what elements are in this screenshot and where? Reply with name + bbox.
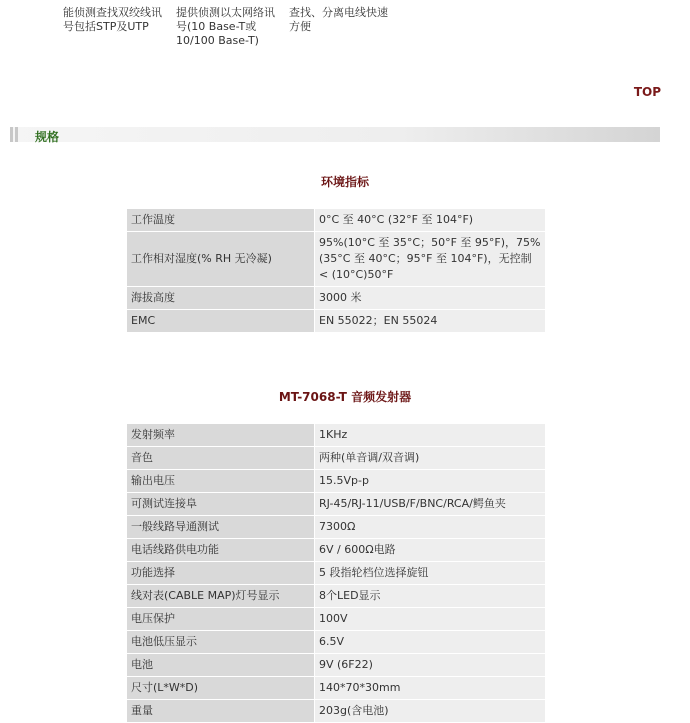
spec-value: 8个LED显示 <box>315 585 546 608</box>
table-row <box>127 562 546 585</box>
table-row <box>127 654 546 677</box>
section-header <box>10 127 660 142</box>
spec-label: 发射频率 <box>127 424 315 447</box>
spec-value: 两种(单音调/双音调) <box>315 447 546 470</box>
spec-label: 输出电压 <box>127 470 315 493</box>
spec-value: 100V <box>315 608 546 631</box>
table-row <box>127 516 546 539</box>
table-row <box>127 700 546 723</box>
spec-value: 15.5Vp-p <box>315 470 546 493</box>
section-marker-icon <box>10 127 13 142</box>
spec-value: 7300Ω <box>315 516 546 539</box>
table-row <box>127 232 546 287</box>
table-row <box>127 424 546 447</box>
table-row <box>127 287 546 310</box>
table-row <box>127 677 546 700</box>
section-marker-icon <box>15 127 18 142</box>
spec-label: 电压保护 <box>127 608 315 631</box>
spec-value: 140*70*30mm <box>315 677 546 700</box>
spec-value: 1KHz <box>315 424 546 447</box>
spec-label: 线对表(CABLE MAP)灯号显示 <box>127 585 315 608</box>
spec-value: 0°C 至 40°C (32°F 至 104°F) <box>315 209 546 232</box>
spec-value: 9V (6F22) <box>315 654 546 677</box>
spec-value: 203g(含电池) <box>315 700 546 723</box>
product-spec-table <box>126 423 546 723</box>
spec-label: 可测试连接阜 <box>127 493 315 516</box>
spec-value: 6V / 600Ω电路 <box>315 539 546 562</box>
spec-value: 3000 米 <box>315 287 546 310</box>
spec-value: 5 段指轮档位选择旋钮 <box>315 562 546 585</box>
table-row <box>127 209 546 232</box>
spec-label: 尺寸(L*W*D) <box>127 677 315 700</box>
table-row <box>127 470 546 493</box>
spec-label: 重量 <box>127 700 315 723</box>
spec-label: 一般线路导通测试 <box>127 516 315 539</box>
spec-label: EMC <box>127 310 315 333</box>
spec-label: 工作温度 <box>127 209 315 232</box>
spec-value: EN 55022；EN 55024 <box>315 310 546 333</box>
table-row <box>127 631 546 654</box>
env-table-title: 环境指标 <box>320 175 369 189</box>
spec-label: 音色 <box>127 447 315 470</box>
spec-label: 电池低压显示 <box>127 631 315 654</box>
spec-label: 电话线路供电功能 <box>127 539 315 562</box>
spec-label: 电池 <box>127 654 315 677</box>
table-row <box>127 585 546 608</box>
table-row <box>127 608 546 631</box>
spec-label: 海拔高度 <box>127 287 315 310</box>
feature-item: 能侦测查找双绞线讯号包括STP及UTP <box>63 6 162 33</box>
spec-value: RJ-45/RJ-11/USB/F/BNC/RCA/鳄鱼夹 <box>315 493 546 516</box>
feature-item: 提供侦测以太网络讯号(10 Base-T或10/100 Base-T) <box>176 6 275 47</box>
env-spec-table <box>126 208 546 333</box>
table-row <box>127 310 546 333</box>
table-row <box>127 539 546 562</box>
section-title: 规格 <box>35 130 60 144</box>
spec-value: 6.5V <box>315 631 546 654</box>
back-to-top-link[interactable]: TOP <box>633 85 661 99</box>
spec-label: 功能选择 <box>127 562 315 585</box>
table-row <box>127 447 546 470</box>
product-table-title: MT-7068-T 音频发射器 <box>278 390 412 404</box>
feature-item: 查找、分离电线快速方便 <box>289 6 388 33</box>
spec-value: 95%(10°C 至 35°C；50°F 至 95°F)，75%(35°C 至 40°C；95°F 至 104°F)，无控制 < (10°C)50°F <box>315 232 546 287</box>
spec-label: 工作相对湿度(% RH 无冷凝) <box>127 232 315 287</box>
table-row <box>127 493 546 516</box>
